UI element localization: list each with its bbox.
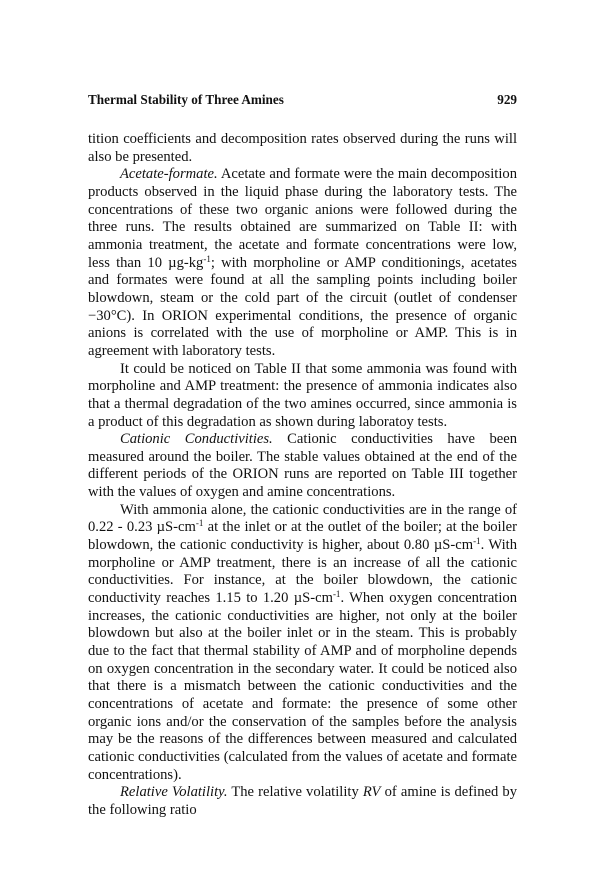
running-header xyxy=(88,92,517,108)
paragraph-relative-volatility xyxy=(88,784,517,819)
paragraph-5-text-a: With ammonia alone, the cationic conductivities are in the range of 0.22 - 0.23 µS-cm xyxy=(88,501,517,536)
paragraph-1-text: tition coefficients and decomposition rates observed during the runs will also be presented. xyxy=(88,131,517,165)
paragraph-3-text: It could be noticed on Table II that some ammonia was found with morpholine and AMP treatment: the presence of ammonia indicates also that a thermal degradation of the two amines occurred, since ammonia is a product of this degradation as shown during laboratoy tests. xyxy=(88,360,517,430)
running-title: Thermal Stability of Three Amines xyxy=(88,92,284,107)
paragraph-5-text-b: at the inlet or at the outlet of the boiler; at the boiler blowdown, the cationic conductivity is higher, about 0.80 µS-cm xyxy=(88,519,517,554)
variable-rv: RV xyxy=(362,784,381,801)
superscript: -1 xyxy=(473,536,481,547)
paragraph-1 xyxy=(88,131,517,166)
superscript: -1 xyxy=(195,518,204,529)
superscript: -1 xyxy=(203,253,211,264)
section-heading-relative-volatility: Relative Volatility. xyxy=(120,784,228,801)
paragraph-2-text-a: Acetate and formate were the main decomposition products observed in the liquid phase during the laboratory tests. The concentrations of these two organic anions were followed during the three runs. The results obtained are summarized on Table II: with ammonia treatment, the acetate and formate concentrations were low, less than 10 µg-kg xyxy=(88,166,517,271)
paragraph-6-text-b: of amine is defined by the following ratio xyxy=(88,784,517,818)
paragraph-2-text-b: ; with morpholine or AMP conditionings, acetates and formates were found at all the sampling points including boiler blowdown, steam or the cold part of the circuit (outlet of condenser −30°C). In ORION experimental conditions, the presence of organic anions is correlated with the use of morpholine or AMP. This is in agreement with laboratory tests. xyxy=(88,254,517,359)
paragraph-5-text-c: . With morpholine or AMP treatment, there is an increase of all the cationic conductivities. For instance, at the boiler blowdown, the cationic conductivity reaches 1.15 to 1.20 µS-cm xyxy=(88,537,517,607)
section-heading-acetate-formate: Acetate-formate. xyxy=(120,166,218,183)
paragraph-acetate-formate xyxy=(88,166,517,360)
paragraph-6-text-a: The relative volatility xyxy=(227,784,363,801)
body-text xyxy=(88,131,517,820)
paragraph-cationic-conductivities xyxy=(88,431,517,502)
paragraph-4-text: Cationic conductivities have been measured around the boiler. The stable values obtained at the end of the different periods of the ORION runs are reported on Table III together with the values of oxygen and amine concentrations. xyxy=(88,431,517,501)
page xyxy=(88,92,517,820)
paragraph-5-text-d: . When oxygen concentration increases, the cationic conductivities are higher, not only at the boiler blowdown but also at the boiler inlet or in the steam. This is probably due to the fact that thermal stability of AMP and of morpholine depends on oxygen concentration in the secondary water. It could be noticed also that there is a mismatch between the cationic conductivities and the concentrations of acetate and formate: the presence of some other organic ions and/or the conservation of the samples before the analysis may be the reasons of the differences between measured and calculated cationic conductivities (calculated from the values of acetate and formate concentrations). xyxy=(88,590,517,783)
section-heading-cationic-conductivities: Cationic Conductivities. xyxy=(120,431,273,448)
page-number: 929 xyxy=(497,92,517,107)
paragraph-3 xyxy=(88,361,517,432)
paragraph-5 xyxy=(88,502,517,785)
superscript: -1 xyxy=(332,589,341,600)
